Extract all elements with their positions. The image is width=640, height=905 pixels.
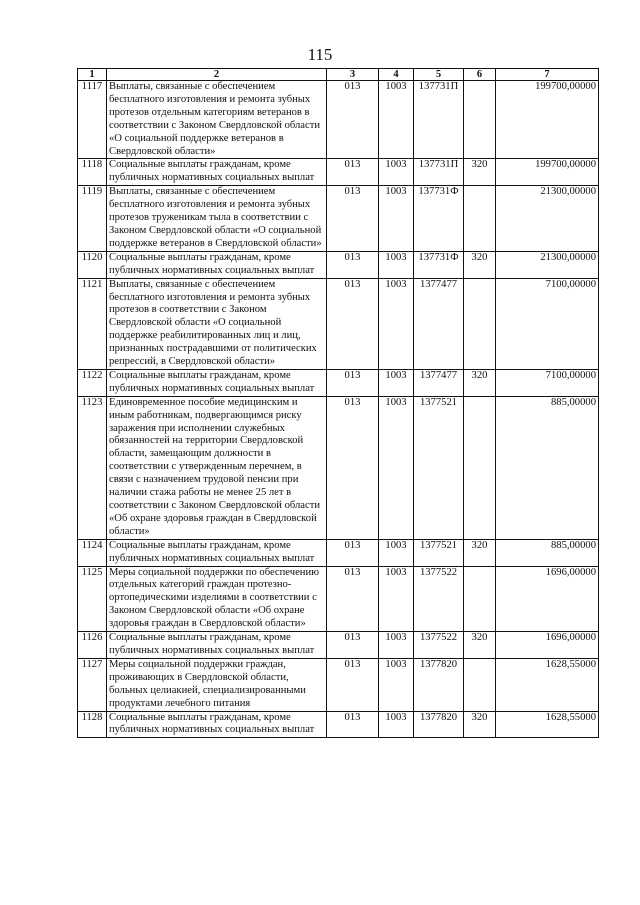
row-number-cell: 1125 [78, 566, 107, 632]
row-admin-code-cell: 013 [327, 632, 379, 659]
table-row [78, 711, 599, 738]
row-section-code-cell: 1003 [379, 539, 414, 566]
row-section-code-cell: 1003 [379, 658, 414, 711]
row-name-cell: Единовременное пособие медицинским и иным работникам, подвергающимся риску заражения при исполнении служебных обязанностей на территории Свердловской области, замещающим должности в соответствии с утвержденным перечнем, в связи с назначением трудовой пенсии при наличии стажа работы не менее 25 лет в соответствии с Законом Свердловской области «Об охране здоровья граждан в Свердловской области» [107, 396, 327, 539]
row-expense-type-cell [464, 81, 496, 159]
row-admin-code-cell: 013 [327, 566, 379, 632]
page-number: 115 [307, 45, 333, 64]
row-section-code-cell: 1003 [379, 632, 414, 659]
row-amount-cell: 1628,55000 [496, 658, 599, 711]
header-cell: 7 [496, 69, 599, 81]
row-amount-cell: 7100,00000 [496, 278, 599, 369]
table-row [78, 396, 599, 539]
row-name-cell: Меры социальной поддержки граждан, проживающих в Свердловской области, больных целиакией, специализированными продуктами лечебного питания [107, 658, 327, 711]
row-admin-code-cell: 013 [327, 81, 379, 159]
row-amount-cell: 7100,00000 [496, 369, 599, 396]
row-admin-code-cell: 013 [327, 396, 379, 539]
row-expense-type-cell: 320 [464, 539, 496, 566]
row-target-code-cell: 137731Ф [414, 251, 464, 278]
row-name-cell: Социальные выплаты гражданам, кроме публичных нормативных социальных выплат [107, 711, 327, 738]
row-admin-code-cell: 013 [327, 159, 379, 186]
row-target-code-cell: 1377820 [414, 711, 464, 738]
row-amount-cell: 1696,00000 [496, 632, 599, 659]
row-expense-type-cell: 320 [464, 369, 496, 396]
budget-table [77, 68, 599, 738]
row-expense-type-cell [464, 396, 496, 539]
table-row [78, 81, 599, 159]
table-row [78, 251, 599, 278]
row-section-code-cell: 1003 [379, 278, 414, 369]
row-name-cell: Выплаты, связанные с обеспечением бесплатного изготовления и ремонта зубных протезов труженикам тыла в соответствии с Законом Свердловской области «О социальной поддержке ветеранов в Свердловской области» [107, 186, 327, 252]
row-admin-code-cell: 013 [327, 658, 379, 711]
row-amount-cell: 885,00000 [496, 539, 599, 566]
row-number-cell: 1119 [78, 186, 107, 252]
row-target-code-cell: 1377522 [414, 632, 464, 659]
row-target-code-cell: 1377477 [414, 278, 464, 369]
header-cell: 1 [78, 69, 107, 81]
row-admin-code-cell: 013 [327, 711, 379, 738]
row-section-code-cell: 1003 [379, 566, 414, 632]
table-row [78, 658, 599, 711]
row-name-cell: Выплаты, связанные с обеспечением бесплатного изготовления и ремонта зубных протезов отдельным категориям ветеранов в соответствии с Законом Свердловской области «О социальной поддержке ветеранов в Свердловской области» [107, 81, 327, 159]
row-number-cell: 1123 [78, 396, 107, 539]
row-admin-code-cell: 013 [327, 278, 379, 369]
row-target-code-cell: 137731Ф [414, 186, 464, 252]
row-expense-type-cell [464, 186, 496, 252]
table-row [78, 369, 599, 396]
row-target-code-cell: 137731П [414, 159, 464, 186]
row-name-cell: Меры социальной поддержки по обеспечению отдельных категорий граждан протезно-ортопедическими изделиями в соответствии с Законом Свердловской области «Об охране здоровья граждан в Свердловской области» [107, 566, 327, 632]
row-target-code-cell: 1377522 [414, 566, 464, 632]
row-name-cell: Социальные выплаты гражданам, кроме публичных нормативных социальных выплат [107, 159, 327, 186]
row-amount-cell: 1696,00000 [496, 566, 599, 632]
table-row [78, 539, 599, 566]
header-cell: 5 [414, 69, 464, 81]
row-name-cell: Социальные выплаты гражданам, кроме публичных нормативных социальных выплат [107, 251, 327, 278]
row-target-code-cell: 1377521 [414, 539, 464, 566]
row-number-cell: 1124 [78, 539, 107, 566]
row-target-code-cell: 1377521 [414, 396, 464, 539]
row-name-cell: Социальные выплаты гражданам, кроме публичных нормативных социальных выплат [107, 632, 327, 659]
table-row [78, 186, 599, 252]
row-admin-code-cell: 013 [327, 186, 379, 252]
row-expense-type-cell [464, 566, 496, 632]
row-section-code-cell: 1003 [379, 396, 414, 539]
row-amount-cell: 21300,00000 [496, 186, 599, 252]
row-amount-cell: 1628,55000 [496, 711, 599, 738]
header-cell: 4 [379, 69, 414, 81]
table-row [78, 566, 599, 632]
header-cell: 6 [464, 69, 496, 81]
row-amount-cell: 199700,00000 [496, 159, 599, 186]
row-number-cell: 1128 [78, 711, 107, 738]
header-cell: 2 [107, 69, 327, 81]
row-section-code-cell: 1003 [379, 369, 414, 396]
header-cell: 3 [327, 69, 379, 81]
row-number-cell: 1126 [78, 632, 107, 659]
row-admin-code-cell: 013 [327, 539, 379, 566]
header-row [78, 69, 599, 81]
row-target-code-cell: 1377820 [414, 658, 464, 711]
row-number-cell: 1121 [78, 278, 107, 369]
row-name-cell: Выплаты, связанные с обеспечением бесплатного изготовления и ремонта зубных протезов в соответствии с Законом Свердловской области «О социальной поддержке реабилитированных лиц и лиц, признанных пострадавшими от политических репрессий, в Свердловской области» [107, 278, 327, 369]
row-target-code-cell: 137731П [414, 81, 464, 159]
row-section-code-cell: 1003 [379, 186, 414, 252]
row-admin-code-cell: 013 [327, 369, 379, 396]
row-section-code-cell: 1003 [379, 81, 414, 159]
row-section-code-cell: 1003 [379, 159, 414, 186]
row-amount-cell: 21300,00000 [496, 251, 599, 278]
row-number-cell: 1120 [78, 251, 107, 278]
row-section-code-cell: 1003 [379, 711, 414, 738]
row-number-cell: 1117 [78, 81, 107, 159]
row-expense-type-cell [464, 658, 496, 711]
row-amount-cell: 199700,00000 [496, 81, 599, 159]
row-admin-code-cell: 013 [327, 251, 379, 278]
row-number-cell: 1127 [78, 658, 107, 711]
row-section-code-cell: 1003 [379, 251, 414, 278]
row-name-cell: Социальные выплаты гражданам, кроме публичных нормативных социальных выплат [107, 369, 327, 396]
row-amount-cell: 885,00000 [496, 396, 599, 539]
row-expense-type-cell: 320 [464, 632, 496, 659]
row-expense-type-cell [464, 278, 496, 369]
table-row [78, 632, 599, 659]
row-expense-type-cell: 320 [464, 711, 496, 738]
row-number-cell: 1118 [78, 159, 107, 186]
row-target-code-cell: 1377477 [414, 369, 464, 396]
table-row [78, 278, 599, 369]
row-expense-type-cell: 320 [464, 159, 496, 186]
row-expense-type-cell: 320 [464, 251, 496, 278]
row-number-cell: 1122 [78, 369, 107, 396]
row-name-cell: Социальные выплаты гражданам, кроме публичных нормативных социальных выплат [107, 539, 327, 566]
table-row [78, 159, 599, 186]
